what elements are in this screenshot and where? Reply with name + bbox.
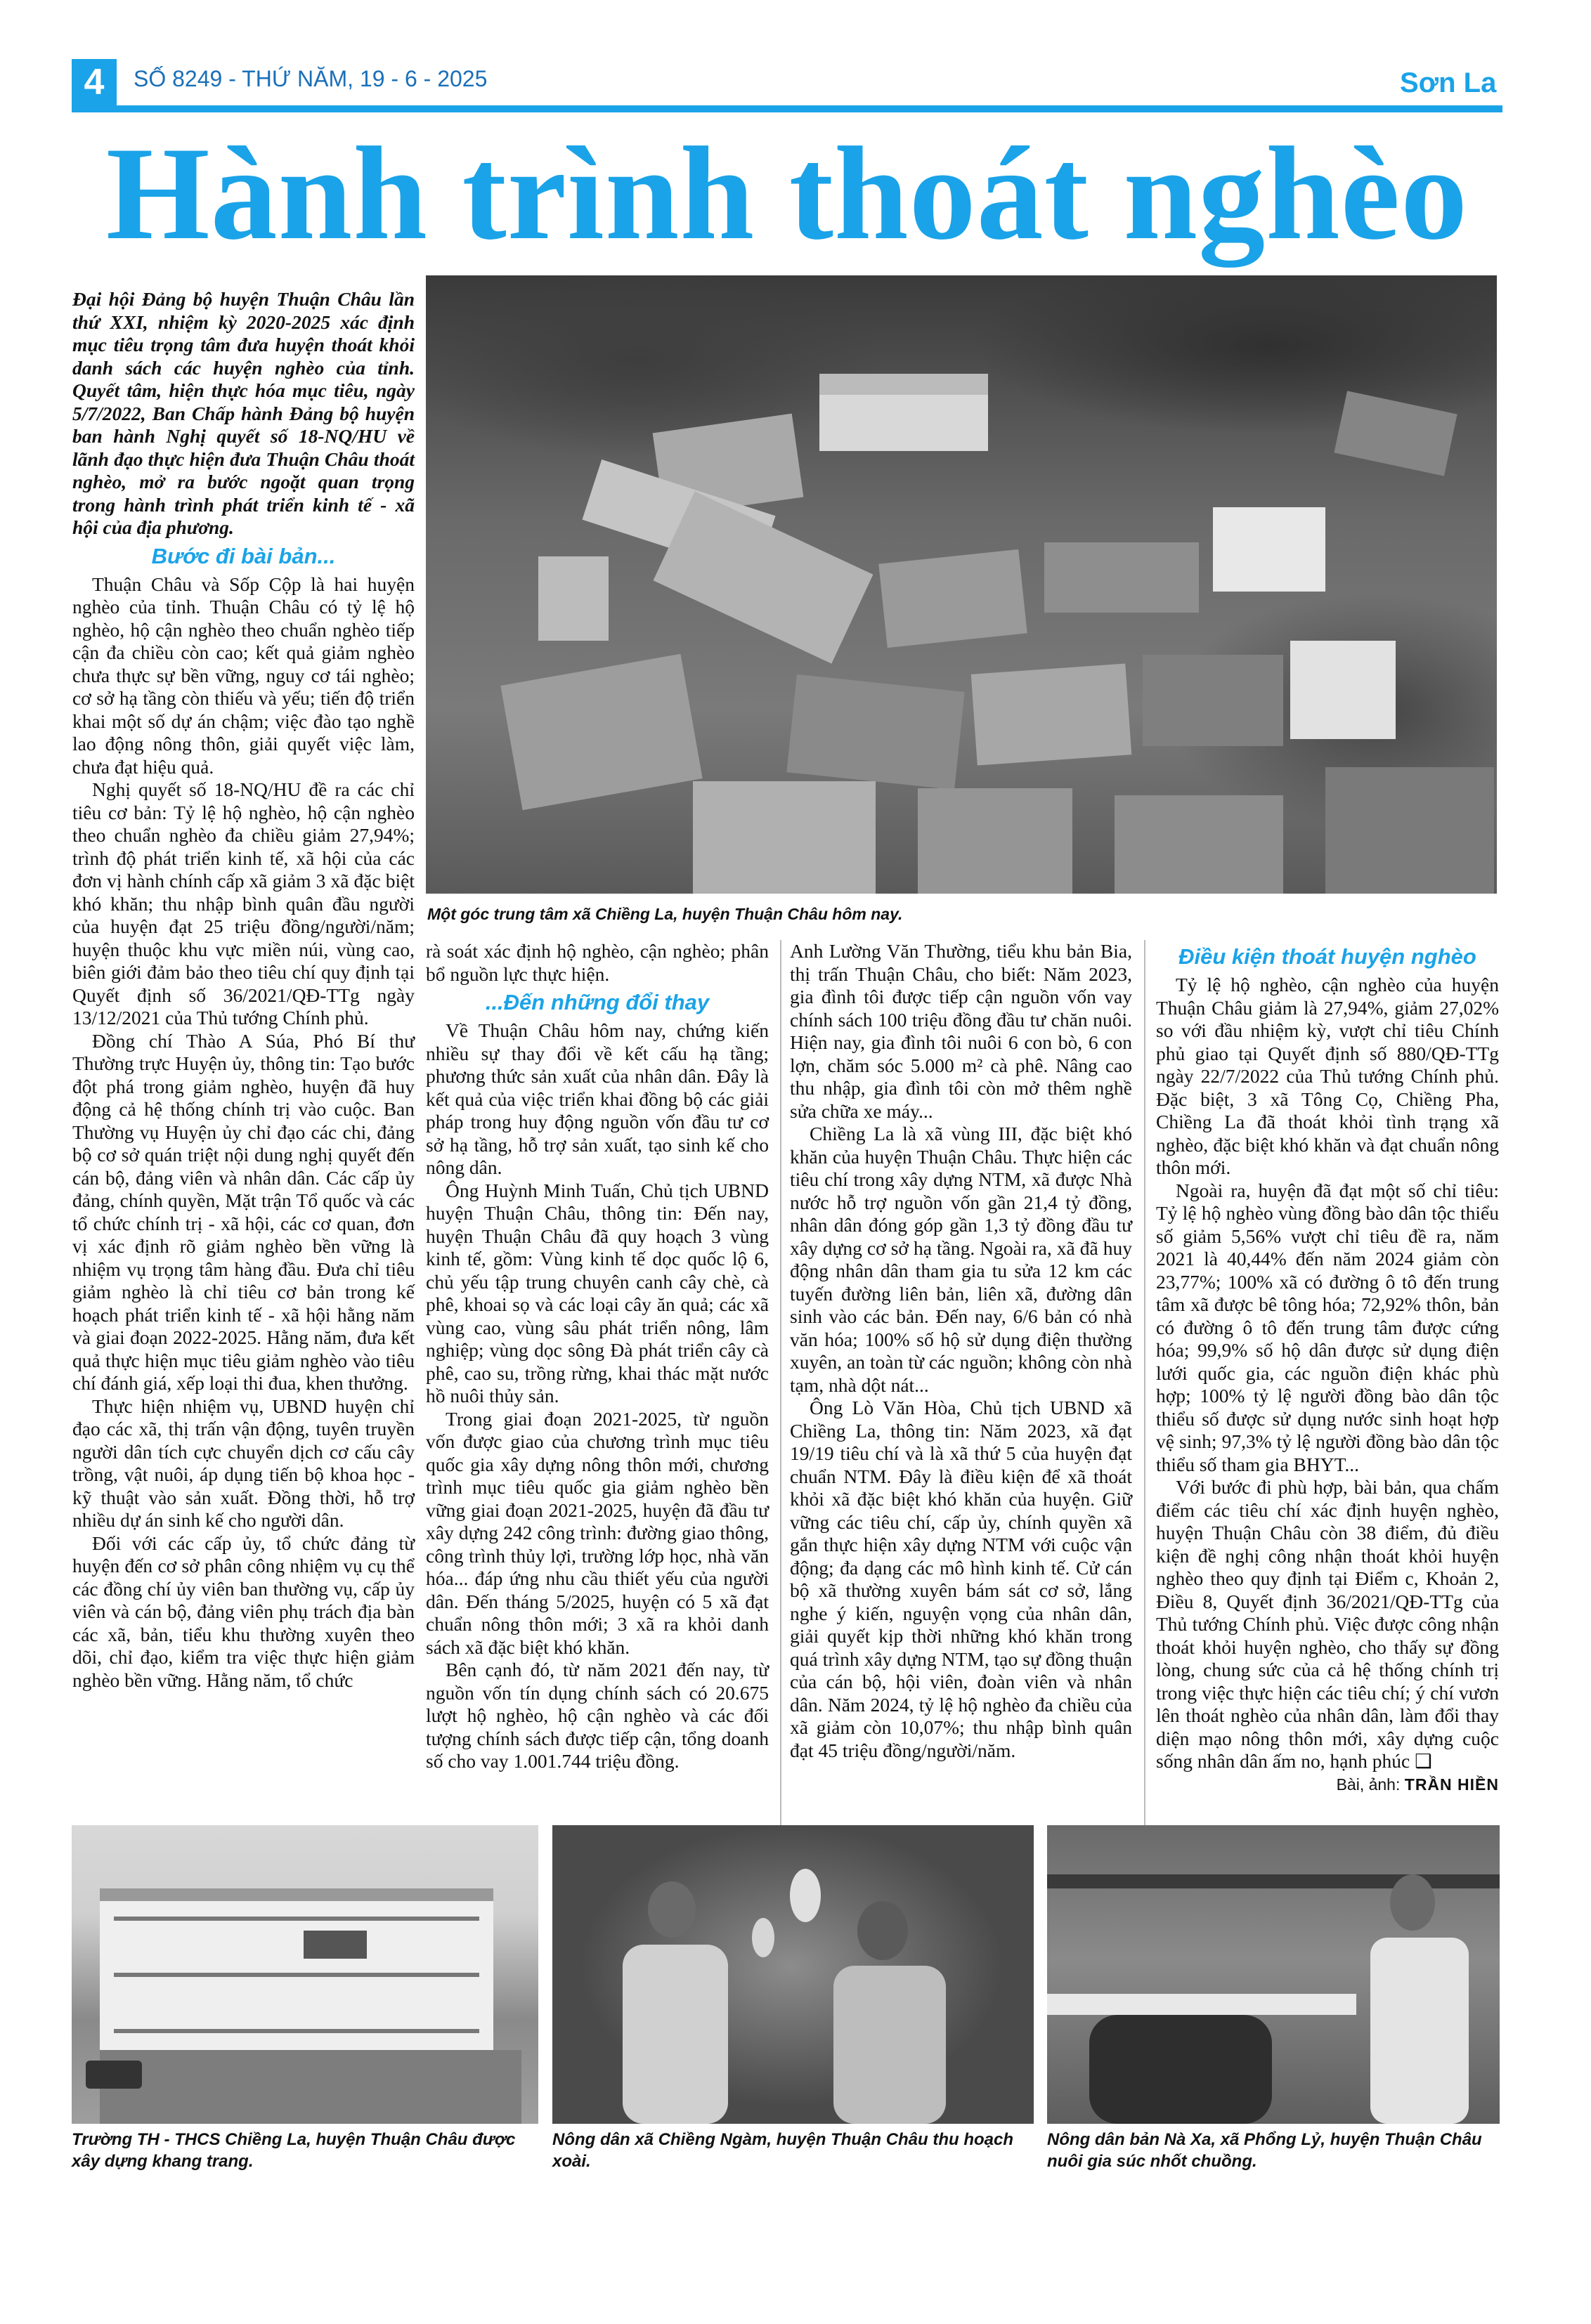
body-paragraph: Ngoài ra, huyện đã đạt một số chỉ tiêu: Tỷ lệ hộ nghèo vùng đồng bào dân tộc thiểu số giảm 5,56% vượt chỉ tiêu đề ra, năm 2021 là 40,44% đến năm 2024 giảm còn 23,77%; 100% xã có đường ô tô đến trung tâm xã được bê tông hóa; 72,92% thôn, bản có đường ô tô đến trung tâm được cứng hóa; 99,9% số hộ dân được sử dụng điện lưới quốc gia, các nguồn điện khác phù hợp; 100% tỷ lệ người đồng bào dân tộc thiểu số được sử dụng nước sinh hoạt hợp vệ sinh; 97,3% tỷ lệ người đồng bào dân tộc thiểu số tham gia BHYT... [1156,1179,1499,1475]
body-paragraph: Nghị quyết số 18-NQ/HU đề ra các chỉ tiêu cơ bản: Tỷ lệ hộ nghèo, hộ cận nghèo theo chuẩn nghèo đa chiều giảm 27,94%; trình độ phát triển kinh tế, xã hội của các đơn vị hành chính cấp xã giảm 3 xã đặc biệt khó khăn; thu nhập bình quân đầu người của huyện đạt 25 triệu đồng/người/năm; huyện thuộc khu vực miền núi, vùng cao, biên giới đảm bảo theo tiêu chí quy định tại Quyết định số 36/2021/QĐ-TTg ngày 13/12/2021 của Thủ tướng Chính phủ. [72,778,415,1029]
column-1 [72,288,415,1692]
mango-photo-caption: Nông dân xã Chiềng Ngàm, huyện Thuận Châu thu hoạch xoài. [552,2130,1014,2171]
body-paragraph: Anh Lường Văn Thường, tiểu khu bản Bia, thị trấn Thuận Châu, cho biết: Năm 2023, gia đình tôi được tiếp cận nguồn vốn vay chính sách 100 triệu đồng đầu tư chăn nuôi. Hiện nay, gia đình tôi nuôi 6 con bò, 6 con lợn, chăm sóc 5.000 m² cà phê. Nâng cao thu nhập, gia đình tôi còn mở thêm nghề sửa chữa xe máy... [790,940,1132,1122]
body-paragraph: Đồng chí Thào A Súa, Phó Bí thư Thường trực Huyện ủy, thông tin: Tạo bước đột phá trong giảm nghèo, huyện đã huy động cả hệ thống chính trị vào cuộc. Ban Thường vụ Huyện ủy chỉ đạo các chi, đảng bộ cơ sở quán triệt nội dung nghị quyết đến cán bộ, đảng viên và nhân dân. Các cấp ủy đảng, chính quyền, Mặt trận Tổ quốc và các tổ chức chính trị - xã hội, các cơ quan, đơn vị xác định rõ giảm nghèo bền vững là nhiệm vụ trọng tâm hàng đầu. Đưa chỉ tiêu giảm nghèo là chỉ tiêu cơ bản trong kế hoạch phát triển kinh tế - xã hội hằng năm và giai đoạn 2022-2025. Hằng năm, đưa kết quả thực hiện mục tiêu giảm nghèo vào tiêu chí đánh giá, xếp loại thi đua, khen thưởng. [72,1029,415,1394]
subhead-2: ...Đến những đổi thay [485,990,710,1014]
mango-harvest-photo [552,1825,1034,2124]
body-paragraph: Ông Huỳnh Minh Tuấn, Chủ tịch UBND huyện Thuận Châu, thông tin: Đến nay, huyện Thuận Châu đã quy hoạch 3 vùng kinh tế, gồm: Vùng kinh tế dọc quốc lộ 6, chủ yếu tập trung chuyên canh cây chè, cà phê, khoai sọ và các loại cây ăn quả; các xã vùng cao, vùng sâu phát triển nông, lâm nghiệp; vùng dọc sông Đà phát triển cây cà phê, cao su, trồng rừng, khai thác mặt nước hồ nuôi thủy sản. [426,1179,769,1406]
body-paragraph: Trong giai đoạn 2021-2025, từ nguồn vốn được giao của chương trình mục tiêu quốc gia xây dựng nông thôn mới, chương trình mục tiêu quốc gia giảm nghèo bền vững giai đoạn 2021-2025, huyện đã đầu tư xây dựng 242 công trình: đường giao thông, công trình thủy lợi, trường lớp học, nhà văn hóa... đáp ứng nhu cầu thiết yếu của người dân. Đến tháng 5/2025, huyện có 5 xã đạt chuẩn nông thôn mới; 3 xã ra khỏi danh sách xã đặc biệt khó khăn. [426,1407,769,1658]
school-illustration [72,1825,538,2124]
byline-prefix: Bài, ảnh: [1336,1775,1401,1794]
body-paragraph: Về Thuận Châu hôm nay, chứng kiến nhiều sự thay đổi về kết cấu hạ tầng; phương thức sản xuất của nhân dân. Đây là kết quả của việc triển khai đồng bộ các giải pháp trong huy động nguồn vốn đầu tư cơ sở hạ tầng, hỗ trợ sản xuất, tạo sinh kế cho nông dân. [426,1019,769,1178]
body-paragraph: Thuận Châu và Sốp Cộp là hai huyện nghèo của tỉnh. Thuận Châu có tỷ lệ hộ nghèo, hộ cận nghèo theo chuẩn nghèo tiếp cận đa chiều còn cao; kết quả giảm nghèo chưa thực sự bền vững, nguy cơ tái nghèo; cơ sở hạ tầng còn thiếu và yếu; tiến độ triển khai một số dự án chậm; việc đào tạo nghề lao động nông thôn, giải quyết việc làm, chưa đạt hiệu quả. [72,573,415,778]
village-illustration [426,275,1497,894]
body-paragraph: Bên cạnh đó, từ năm 2021 đến nay, từ nguồn vốn tín dụng chính sách có 20.675 lượt hộ nghèo, hộ cận nghèo và các đối tượng chính sách được tiếp cận, tổng doanh số cho vay 1.001.744 triệu đồng. [426,1659,769,1772]
column-2 [426,940,769,1773]
subhead-1: Bước đi bài bản... [151,543,336,568]
main-photo [426,275,1497,894]
lead-paragraph: Đại hội Đảng bộ huyện Thuận Châu lần thứ XXI, nhiệm kỳ 2020-2025 xác định mục tiêu trọng tâm đưa huyện thoát khỏi danh sách các huyện nghèo của tỉnh. Quyết tâm, hiện thực hóa mục tiêu, ngày 5/7/2022, Ban Chấp hành Đảng bộ huyện ban hành Nghị quyết số 18-NQ/HU về lãnh đạo thực hiện đưa Thuận Châu thoát nghèo, mở ra bước ngoặt quan trọng trong hành trình phát triển kinh tế - xã hội của địa phương. [72,288,415,538]
column-3 [790,940,1132,1762]
header-rule [72,105,1502,112]
column-divider [1144,940,1145,1832]
body-paragraph: Với bước đi phù hợp, bài bản, qua chấm điểm các tiêu chí xác định huyện nghèo, huyện Thuận Châu còn 38 điểm, đủ điều kiện đề nghị công nhận thoát khỏi huyện nghèo theo quy định tại Điểm c, Khoản 2, Điều 8, Quyết định 36/2021/QĐ-TTg của Thủ tướng Chính phủ. Việc được công nhận thoát khỏi huyện nghèo, cho thấy sự đồng lòng, chung sức của cả hệ thống chính trị trong việc thực hiện các tiêu chí; ý chí vươn lên thoát nghèo của nhân dân, làm đổi thay diện mạo nông thôn mới, xây dựng cuộc sống nhân dân ấm no, hạnh phúc ❑ [1156,1476,1499,1772]
body-paragraph: rà soát xác định hộ nghèo, cận nghèo; phân bổ nguồn lực thực hiện. [426,940,769,985]
main-photo-caption: Một góc trung tâm xã Chiềng La, huyện Thuận Châu hôm nay. [427,905,903,923]
byline [1156,1773,1499,1796]
column-divider [780,940,781,1832]
livestock-photo [1047,1825,1500,2124]
section-name: Sơn La [1400,67,1497,98]
page-number: 4 [72,59,117,105]
column-4 [1156,940,1499,1796]
farmers-illustration [552,1825,1034,2124]
body-paragraph: Ông Lò Văn Hòa, Chủ tịch UBND xã Chiềng La, thông tin: Năm 2023, xã đạt 19/19 tiêu chí và là xã thứ 5 của huyện đạt chuẩn NTM. Đây là điều kiện để xã thoát khỏi xã đặc biệt khó khăn của huyện. Giữ vững các tiêu chí, cấp ủy, chính quyền xã gắn thực hiện xây dựng NTM với cuộc vận động; đa dạng các mô hình kinh tế. Cử cán bộ xã thường xuyên bám sát cơ sở, lắng nghe ý kiến, nguyện vọng của nhân dân, giải quyết kịp thời những khó khăn trong quá trình xây dựng NTM, tạo sự đồng thuận của cán bộ, hội viên, đoàn viên và nhân dân. Năm 2024, tỷ lệ hộ nghèo đa chiều của xã giảm còn 10,07%; thu nhập bình quân đạt 45 triệu đồng/người/năm. [790,1397,1132,1761]
livestock-photo-caption: Nông dân bản Nà Xa, xã Phổng Lỷ, huyện Thuận Châu nuôi gia súc nhốt chuồng. [1047,2130,1482,2171]
author-name: TRẦN HIỀN [1404,1775,1499,1794]
headline: Hành trình thoát nghèo [105,120,1469,268]
school-photo-caption: Trường TH - THCS Chiềng La, huyện Thuận Châu được xây dựng khang trang. [72,2130,516,2171]
subhead-3: Điều kiện thoát huyện nghèo [1178,944,1476,969]
issue-line: SỐ 8249 - THỨ NĂM, 19 - 6 - 2025 [134,66,488,91]
school-photo [72,1825,538,2124]
body-paragraph: Đối với các cấp ủy, tổ chức đảng từ huyện đến cơ sở phân công nhiệm vụ cụ thể các đồng chí ủy viên ban thường vụ, cấp ủy viên và cán bộ, đảng viên phụ trách địa bàn các xã, bản, tiểu khu thường xuyên theo dõi, chỉ đạo, kiểm tra việc thực hiện giảm nghèo bền vững. Hằng năm, tổ chức [72,1532,415,1691]
body-paragraph: Thực hiện nhiệm vụ, UBND huyện chỉ đạo các xã, thị trấn vận động, tuyên truyền người dân tích cực chuyển dịch cơ cấu cây trồng, vật nuôi, áp dụng tiến bộ khoa học - kỹ thuật vào sản xuất. Đồng thời, hỗ trợ nhiều dự án sinh kế cho người dân. [72,1395,415,1531]
body-paragraph: Tỷ lệ hộ nghèo, cận nghèo của huyện Thuận Châu giảm là 27,94%, giảm 27,02% so với đầu nhiệm kỳ, vượt chỉ tiêu Chính phủ giao tại Quyết định số 880/QĐ-TTg ngày 22/7/2022 của Thủ tướng Chính phủ. Đặc biệt, 3 xã Tông Cọ, Chiềng Pha, Chiềng La đã thoát khỏi tình trạng xã nghèo, đặc biệt khó khăn và đạt chuẩn nông thôn mới. [1156,974,1499,1178]
body-paragraph: Chiềng La là xã vùng III, đặc biệt khó khăn của huyện Thuận Châu. Thực hiện các tiêu chí trong xây dựng NTM, xã được Nhà nước hỗ trợ nguồn vốn gần 21,4 tỷ đồng, nhân dân đóng góp gần 1,3 tỷ đồng đầu tư xây dựng cơ sở hạ tầng. Ngoài ra, xã đã huy động nhân dân tham gia tu sửa 12 km các tuyến đường liên bản, liên xã, đường dân sinh vào các bản. Đến nay, 6/6 bản có nhà văn hóa; 100% số hộ sử dụng điện thường xuyên, an toàn từ các nguồn; không còn nhà tạm, nhà dột nát... [790,1123,1132,1396]
cattle-illustration [1047,1825,1500,2124]
